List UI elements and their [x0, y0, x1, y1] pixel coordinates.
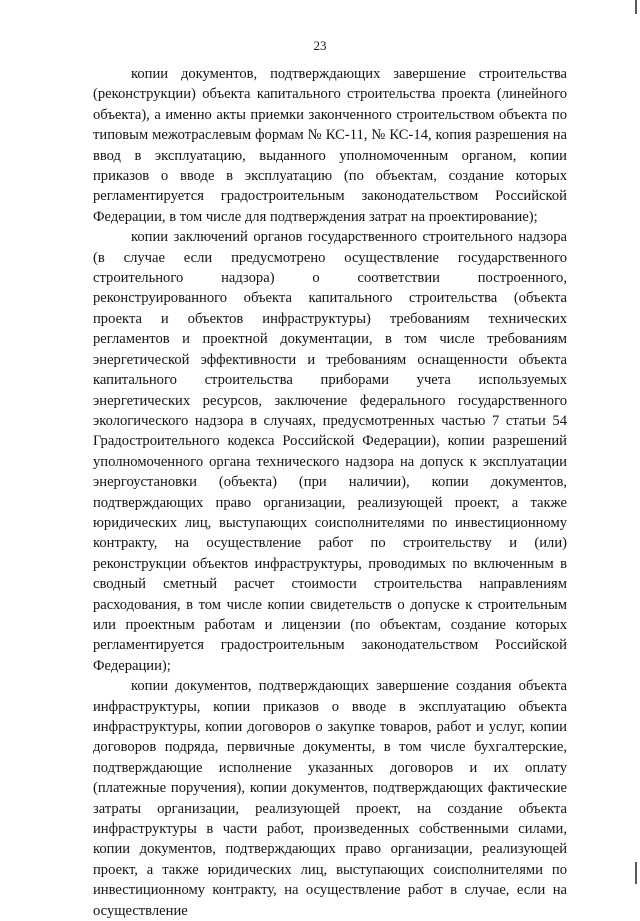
- scan-edge-mark: [635, 862, 637, 884]
- paragraph-construction-completion-docs: копии документов, подтверждающих завершение строительства (реконструкции) объекта капитального строительства проекта (линейного объекта), а именно акты приемки законченного строительством объекта по типовым межотраслевым формам № КС-11, № КС-14, копия разрешения на ввод в эксплуатацию, выданного уполномоченным органом, копии приказов о вводе в эксплуатацию (по объектам, создание которых регламентируется градостроительным законодательством Российской Федерации, в том числе для подтверждения затрат на проектирование);: [93, 66, 567, 225]
- body-text: [93, 64, 567, 921]
- page-number: 23: [313, 38, 327, 53]
- paragraph-supervision-conclusions: копии заключений органов государственного строительного надзора (в случае если предусмотрено осуществление государственного строительного надзора) о соответствии построенного, реконструированного объекта капитального строительства (объекта проекта и объектов инфраструктуры) требованиям технических регламентов и проектной документации, в том числе требованиям энергетической эффективности и требованиям оснащенности объекта капитального строительства приборами учета используемых энергетических ресурсов, заключение федерального государственного экологического надзора в случаях, предусмотренных частью 7 статьи 54 Градостроительного кодекса Российской Федерации), копии разрешений уполномоченного органа технического надзора на допуск к эксплуатации энергоустановки (объекта) (при наличии), копии документов, подтверждающих право организации, реализующей проект, а также юридических лиц, выступающих соисполнителями по инвестиционному контракту, на осуществление работ по строительству и (или) реконструкции объектов инфраструктуры, проводимых по включенным в сводный сметный расчет стоимости строительства направлениям расходования, в том числе копии свидетельств о допуске к строительным или проектным работам и лицензии (по объектам, создание которых регламентируется градостроительным законодательством Российской Федерации);: [93, 229, 567, 674]
- paragraph-infrastructure-completion-docs: копии документов, подтверждающих завершение создания объекта инфраструктуры, копии приказов о вводе в эксплуатацию объекта инфраструктуры, копии договоров о закупке товаров, работ и услуг, копии договоров подряда, первичные документы, в том числе бухгалтерские, подтверждающие исполнение указанных договоров и их оплату (платежные поручения), копии документов, подтверждающих фактические затраты организации, реализующей проект, на создание объекта инфраструктуры в части работ, произведенных собственными силами, копии документов, подтверждающих право организации, реализующей проект, а также юридических лиц, выступающих соисполнителями по инвестиционному контракту, на осуществление работ в случае, если на осуществление: [93, 678, 567, 919]
- scan-edge-mark: [635, 0, 637, 14]
